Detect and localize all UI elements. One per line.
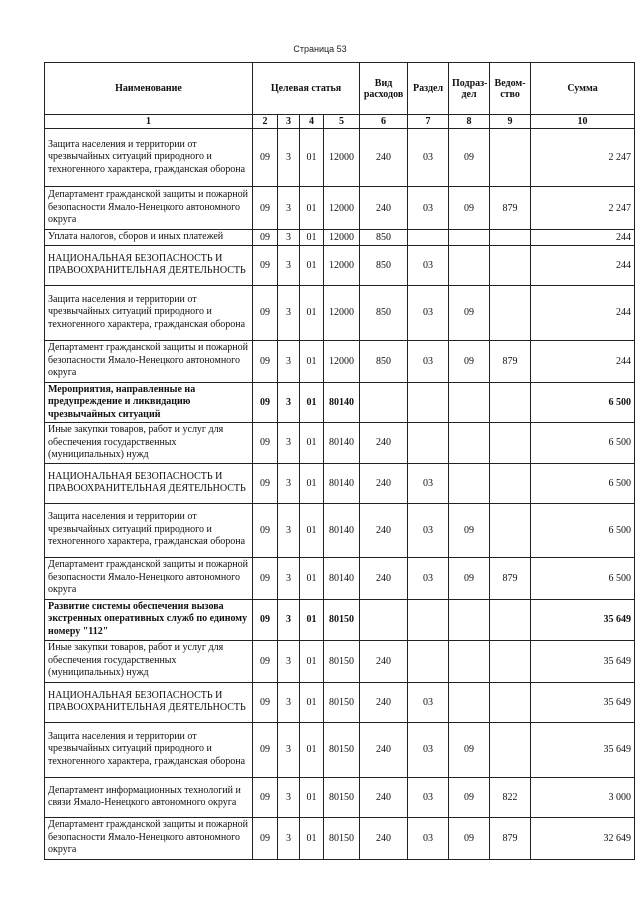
column-number: 3 [278,115,300,129]
expense-kind: 240 [360,557,408,599]
expense-kind: 240 [360,463,408,503]
table-row [45,245,635,285]
table-row [45,230,635,246]
target-code-direction: 80150 [324,722,360,777]
amount: 35 649 [531,599,635,640]
row-name: НАЦИОНАЛЬНАЯ БЕЗОПАСНОСТЬ И ПРАВООХРАНИТЕЛЬНАЯ ДЕЯТЕЛЬНОСТЬ [45,463,253,503]
target-code-subprogram: 3 [278,817,300,859]
target-code-event: 01 [300,682,324,722]
column-number: 6 [360,115,408,129]
section-code: 03 [408,463,449,503]
amount: 6 500 [531,463,635,503]
target-code-program: 09 [253,599,278,640]
amount: 35 649 [531,640,635,682]
target-code-program: 09 [253,423,278,464]
target-code-subprogram: 3 [278,187,300,230]
row-name: Департамент гражданской защиты и пожарной безопасности Ямало-Ненецкого автономного округа [45,817,253,859]
row-name: Защита населения и территории от чрезвычайных ситуаций природного и техногенного характера, гражданская оборона [45,722,253,777]
section-code: 03 [408,340,449,382]
table-row [45,423,635,464]
section-code: 03 [408,187,449,230]
target-code-event: 01 [300,285,324,340]
target-code-subprogram: 3 [278,463,300,503]
column-number-row [45,115,635,129]
target-code-event: 01 [300,129,324,187]
department-code [490,463,531,503]
target-code-direction: 80150 [324,682,360,722]
amount: 6 500 [531,557,635,599]
row-name: Уплата налогов, сборов и иных платежей [45,230,253,246]
target-code-direction: 12000 [324,245,360,285]
amount: 244 [531,340,635,382]
subsection-code [449,382,490,423]
subsection-code: 09 [449,503,490,557]
amount: 2 247 [531,187,635,230]
expense-kind: 240 [360,187,408,230]
department-code [490,129,531,187]
department-code [490,382,531,423]
table-row [45,557,635,599]
target-code-program: 09 [253,682,278,722]
target-code-subprogram: 3 [278,599,300,640]
table-row [45,187,635,230]
amount: 6 500 [531,382,635,423]
table-row [45,682,635,722]
amount: 32 649 [531,817,635,859]
department-code [490,423,531,464]
section-code: 03 [408,777,449,817]
table-row [45,340,635,382]
table-row [45,129,635,187]
target-code-direction: 80150 [324,640,360,682]
row-name: Защита населения и территории от чрезвычайных ситуаций природного и техногенного характера, гражданская оборона [45,129,253,187]
target-code-subprogram: 3 [278,423,300,464]
amount: 3 000 [531,777,635,817]
table-row [45,503,635,557]
subsection-code [449,245,490,285]
table-row [45,817,635,859]
target-code-event: 01 [300,463,324,503]
header-dept: Ведом-ство [490,63,531,115]
subsection-code: 09 [449,817,490,859]
table-row [45,285,635,340]
expense-kind: 240 [360,129,408,187]
target-code-event: 01 [300,777,324,817]
target-code-direction: 12000 [324,340,360,382]
target-code-program: 09 [253,340,278,382]
target-code-direction: 12000 [324,230,360,246]
row-name: Департамент гражданской защиты и пожарной безопасности Ямало-Ненецкого автономного округа [45,187,253,230]
row-name: Департамент гражданской защиты и пожарной безопасности Ямало-Ненецкого автономного округа [45,340,253,382]
target-code-subprogram: 3 [278,129,300,187]
expense-kind: 240 [360,777,408,817]
column-number: 1 [45,115,253,129]
amount: 6 500 [531,423,635,464]
column-number: 9 [490,115,531,129]
target-code-program: 09 [253,187,278,230]
expense-kind: 850 [360,285,408,340]
row-name: Защита населения и территории от чрезвычайных ситуаций природного и техногенного характера, гражданская оборона [45,503,253,557]
target-code-direction: 80140 [324,503,360,557]
header-kind: Вид расходов [360,63,408,115]
row-name: Мероприятия, направленные на предупреждение и ликвидацию чрезвычайных ситуаций [45,382,253,423]
department-code: 822 [490,777,531,817]
target-code-program: 09 [253,557,278,599]
target-code-program: 09 [253,230,278,246]
section-code [408,382,449,423]
column-number: 5 [324,115,360,129]
column-number: 4 [300,115,324,129]
header-name: Наименование [45,63,253,115]
subsection-code: 09 [449,129,490,187]
department-code: 879 [490,340,531,382]
target-code-subprogram: 3 [278,382,300,423]
target-code-program: 09 [253,129,278,187]
target-code-direction: 12000 [324,187,360,230]
target-code-subprogram: 3 [278,503,300,557]
subsection-code: 09 [449,187,490,230]
table-row [45,463,635,503]
expense-kind: 240 [360,423,408,464]
subsection-code [449,423,490,464]
expense-kind: 850 [360,245,408,285]
department-code [490,599,531,640]
target-code-direction: 80150 [324,817,360,859]
subsection-code: 09 [449,777,490,817]
department-code [490,245,531,285]
target-code-direction: 12000 [324,129,360,187]
expense-kind: 240 [360,722,408,777]
target-code-subprogram: 3 [278,340,300,382]
header-section: Раздел [408,63,449,115]
subsection-code: 09 [449,722,490,777]
row-name: НАЦИОНАЛЬНАЯ БЕЗОПАСНОСТЬ И ПРАВООХРАНИТЕЛЬНАЯ ДЕЯТЕЛЬНОСТЬ [45,682,253,722]
column-number: 7 [408,115,449,129]
row-name: Развитие системы обеспечения вызова экстренных оперативных служб по единому номеру "112" [45,599,253,640]
row-name: Департамент информационных технологий и связи Ямало-Ненецкого автономного округа [45,777,253,817]
department-code: 879 [490,187,531,230]
target-code-event: 01 [300,599,324,640]
row-name: Иные закупки товаров, работ и услуг для обеспечения государственных (муниципальных) нужд [45,640,253,682]
target-code-event: 01 [300,230,324,246]
target-code-subprogram: 3 [278,557,300,599]
department-code: 879 [490,557,531,599]
table-row [45,599,635,640]
amount: 35 649 [531,722,635,777]
target-code-program: 09 [253,722,278,777]
target-code-direction: 80150 [324,777,360,817]
header-target: Целевая статья [253,63,360,115]
page-number-label: Страница 53 [293,44,347,54]
target-code-event: 01 [300,245,324,285]
section-code [408,230,449,246]
amount: 244 [531,245,635,285]
section-code [408,599,449,640]
subsection-code: 09 [449,285,490,340]
section-code: 03 [408,245,449,285]
target-code-program: 09 [253,817,278,859]
column-number: 8 [449,115,490,129]
expense-kind: 850 [360,340,408,382]
section-code: 03 [408,682,449,722]
target-code-direction: 12000 [324,285,360,340]
target-code-subprogram: 3 [278,722,300,777]
target-code-event: 01 [300,340,324,382]
target-code-event: 01 [300,640,324,682]
target-code-subprogram: 3 [278,285,300,340]
subsection-code [449,230,490,246]
expense-kind [360,382,408,423]
subsection-code [449,640,490,682]
target-code-event: 01 [300,382,324,423]
target-code-event: 01 [300,557,324,599]
table-row [45,777,635,817]
header-row [45,63,635,115]
target-code-subprogram: 3 [278,777,300,817]
amount: 6 500 [531,503,635,557]
expense-kind: 240 [360,682,408,722]
expense-kind: 240 [360,817,408,859]
target-code-subprogram: 3 [278,682,300,722]
target-code-direction: 80140 [324,557,360,599]
subsection-code [449,463,490,503]
header-subsection: Подраз-дел [449,63,490,115]
table-row [45,722,635,777]
table-row [45,640,635,682]
row-name: Иные закупки товаров, работ и услуг для обеспечения государственных (муниципальных) нужд [45,423,253,464]
target-code-event: 01 [300,817,324,859]
expense-kind: 850 [360,230,408,246]
target-code-program: 09 [253,463,278,503]
subsection-code [449,682,490,722]
target-code-direction: 80140 [324,423,360,464]
subsection-code: 09 [449,340,490,382]
section-code: 03 [408,557,449,599]
target-code-direction: 80140 [324,382,360,423]
row-name: Защита населения и территории от чрезвычайных ситуаций природного и техногенного характера, гражданская оборона [45,285,253,340]
department-code [490,682,531,722]
section-code: 03 [408,817,449,859]
section-code: 03 [408,285,449,340]
target-code-program: 09 [253,285,278,340]
expense-kind: 240 [360,503,408,557]
subsection-code [449,599,490,640]
target-code-subprogram: 3 [278,640,300,682]
target-code-program: 09 [253,777,278,817]
target-code-event: 01 [300,722,324,777]
row-name: НАЦИОНАЛЬНАЯ БЕЗОПАСНОСТЬ И ПРАВООХРАНИТЕЛЬНАЯ ДЕЯТЕЛЬНОСТЬ [45,245,253,285]
department-code: 879 [490,817,531,859]
target-code-subprogram: 3 [278,230,300,246]
expense-kind [360,599,408,640]
amount: 35 649 [531,682,635,722]
amount: 2 247 [531,129,635,187]
target-code-event: 01 [300,187,324,230]
target-code-direction: 80150 [324,599,360,640]
department-code [490,503,531,557]
department-code [490,285,531,340]
section-code: 03 [408,503,449,557]
target-code-event: 01 [300,423,324,464]
target-code-program: 09 [253,503,278,557]
subsection-code: 09 [449,557,490,599]
column-number: 10 [531,115,635,129]
amount: 244 [531,285,635,340]
target-code-subprogram: 3 [278,245,300,285]
department-code [490,230,531,246]
department-code [490,640,531,682]
target-code-program: 09 [253,382,278,423]
section-code: 03 [408,722,449,777]
target-code-direction: 80140 [324,463,360,503]
target-code-event: 01 [300,503,324,557]
section-code: 03 [408,129,449,187]
column-number: 2 [253,115,278,129]
expense-kind: 240 [360,640,408,682]
department-code [490,722,531,777]
budget-table [44,62,635,860]
table-row [45,382,635,423]
amount: 244 [531,230,635,246]
section-code [408,423,449,464]
target-code-program: 09 [253,640,278,682]
header-sum: Сумма [531,63,635,115]
row-name: Департамент гражданской защиты и пожарной безопасности Ямало-Ненецкого автономного округа [45,557,253,599]
target-code-program: 09 [253,245,278,285]
section-code [408,640,449,682]
